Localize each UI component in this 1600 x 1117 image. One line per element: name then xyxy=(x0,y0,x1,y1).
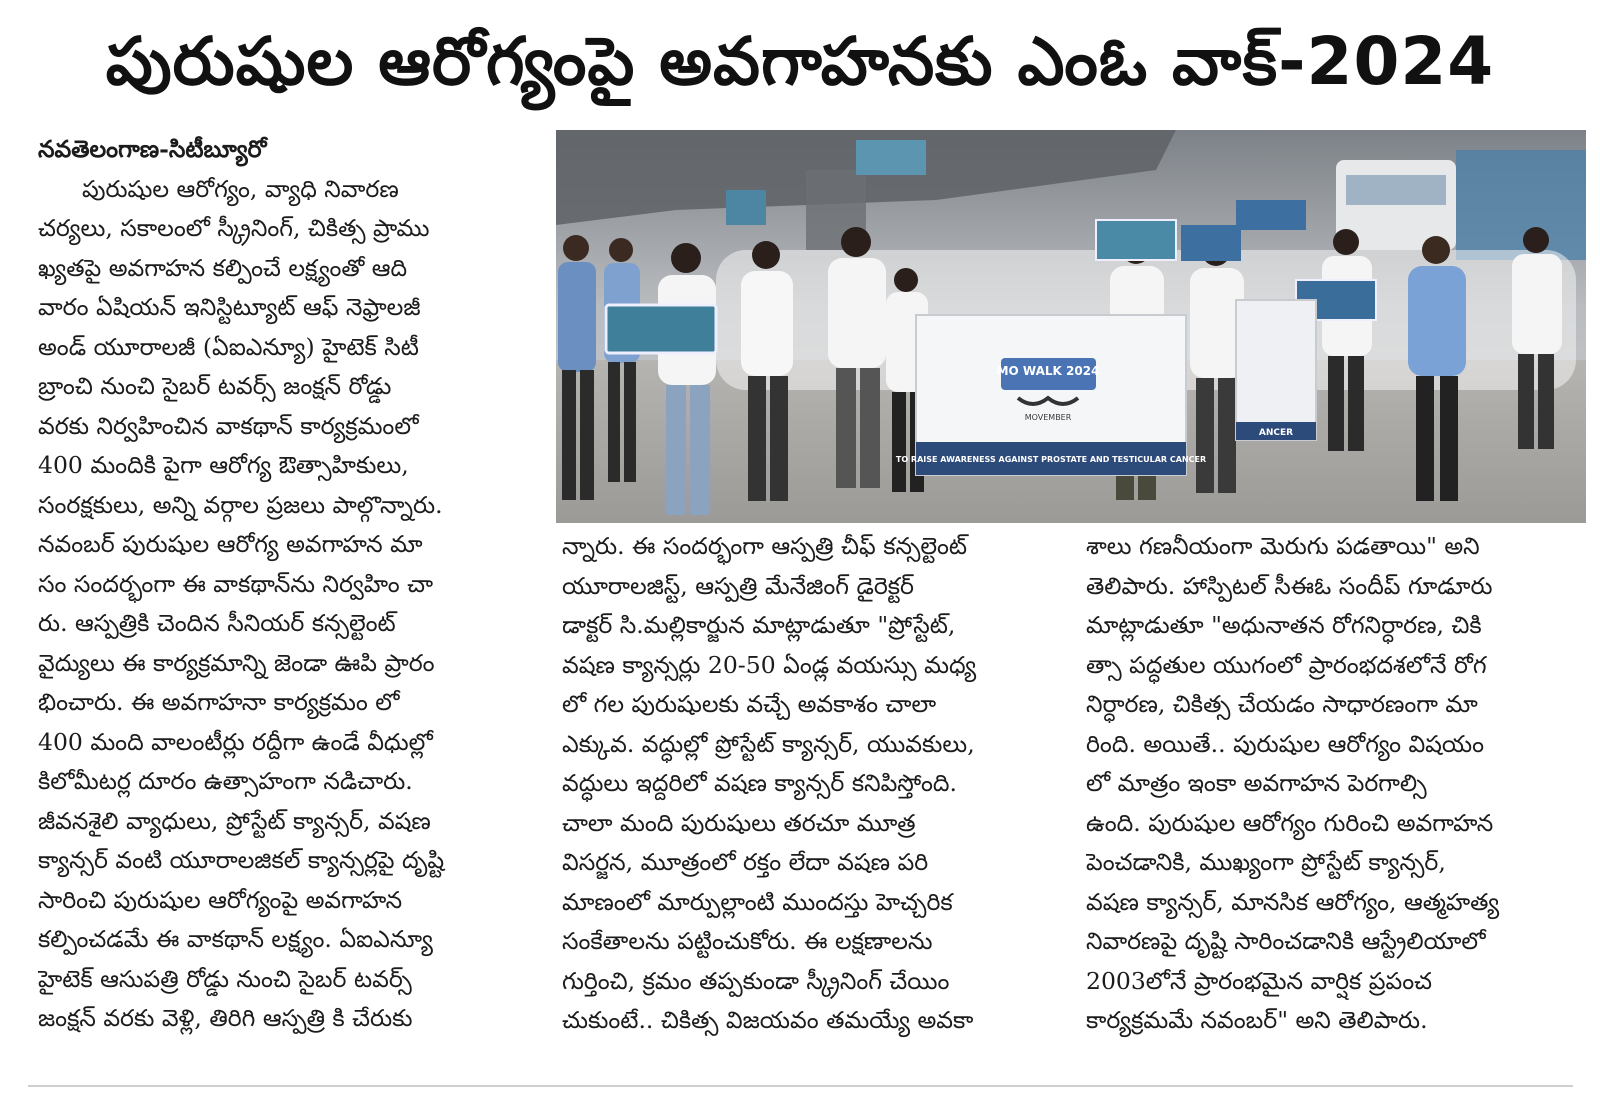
paragraph-line: హైటెక్ ఆసుపత్రి రోడ్డు నుంచి సైబర్ టవర్స్ xyxy=(38,964,412,993)
paragraph-line: పెంచడానికి, ముఖ్యంగా ప్రోస్టేట్ క్యాన్సర్, xyxy=(1086,848,1446,876)
paragraph-line: లో గల పురుషులకు వచ్చే అవకాశం చాలా xyxy=(562,690,937,718)
paragraph-line: చర్యలు, సకాలంలో స్క్రీనింగ్, చికిత్స ప్రాము xyxy=(38,214,430,242)
paragraph-line: సంకేతాలను పట్టించుకోరు. ఈ లక్షణాలను xyxy=(562,927,933,955)
article-column-3 xyxy=(1086,527,1574,1041)
paragraph-line: నివారణపై దృష్టి సారించడానికి ఆస్ట్రేలియాలో xyxy=(1086,927,1486,955)
paragraph-line: కల్పించడమే ఈ వాకథాన్ లక్ష్యం. ఏఐఎన్యూ xyxy=(38,925,433,953)
paragraph-line: మాణంలో మార్పుల్లాంటి ముందస్తు హెచ్చరిక xyxy=(562,887,953,916)
banner-tagline: TO RAISE AWARENESS AGAINST PROSTATE AND TESTICULAR CANCER xyxy=(895,455,1207,464)
bottom-divider xyxy=(28,1085,1573,1087)
paragraph-line: త్సా పద్ధతుల యుగంలో ప్రారంభదశలోనే రోగ xyxy=(1086,650,1487,679)
paragraph-line: క్యాన్సర్ వంటి యూరాలజికల్ క్యాన్సర్లపై దృష్టి xyxy=(38,846,445,874)
paragraph-line: భించారు. ఈ అవగాహనా కార్యక్రమం లో xyxy=(38,688,400,716)
banner-title: MO WALK 2024 xyxy=(996,364,1100,378)
byline: నవతెలంగాణ-సిటీబ్యూరో xyxy=(38,135,267,163)
paragraph-line: రింది. అయితే.. పురుషుల ఆరోగ్యం విషయం xyxy=(1086,729,1485,758)
article-column-2 xyxy=(562,527,1050,1041)
paragraph-line: శాలు గణనీయంగా మెరుగు పడతాయి" అని xyxy=(1086,532,1480,560)
paragraph-line: ఉంది. పురుషుల ఆరోగ్యం గురించి అవగాహన xyxy=(1086,808,1494,837)
paragraph-line: జంక్షన్ వరకు వెళ్లి, తిరిగి ఆస్పత్రి కి చేరుకు xyxy=(38,1004,413,1032)
paragraph-line: రు. ఆస్పత్రికి చెందిన సీనియర్ కన్సల్టెంట్ xyxy=(38,609,396,637)
paragraph-line: 400 మంది వాలంటీర్లు రద్దీగా ఉండే వీధుల్లో xyxy=(38,727,433,756)
paragraph-line: సంరక్షకులు, అన్ని వర్గాల ప్రజలు పాల్గొన్నారు. xyxy=(38,490,443,519)
headline: పురుషుల ఆరోగ్యంపై అవగాహనకు ఎంఓ వాక్-2024 xyxy=(105,23,1495,100)
paragraph-line: ఖ్యతపై అవగాహన కల్పించే లక్ష్యంతో ఆది xyxy=(38,253,408,282)
paragraph-line: చాలా మంది పురుషులు తరచూ మూత్ర xyxy=(562,808,916,837)
paragraph-line: 400 మందికి పైగా ఆరోగ్య ఔత్సాహికులు, xyxy=(38,451,409,479)
paragraph-line: సం సందర్భంగా ఈ వాకథాన్‌ను నిర్వహిం చా xyxy=(38,569,434,598)
paragraph-line: 2003లోనే ప్రారంభమైన వార్షిక ప్రపంచ xyxy=(1086,966,1432,995)
paragraph-line: డాక్టర్ సి.మల్లికార్జున మాట్లాడుతూ "ప్రోస్టేట్, xyxy=(562,611,956,639)
paragraph-line: గుర్తించి, క్రమం తప్పకుండా స్క్రీనింగ్ చేయిం xyxy=(562,966,950,995)
paragraph-line: వారం ఏషియన్ ఇనిస్టిట్యూట్ ఆఫ్ నెఫ్రాలజీ xyxy=(38,293,421,321)
paragraph-line: వైద్యులు ఈ కార్యక్రమాన్ని జెండా ఊపి ప్రారం xyxy=(38,648,435,677)
paragraph-line: కిలోమీటర్ల దూరం ఉత్సాహంగా నడిచారు. xyxy=(38,767,413,795)
paragraph-line: కార్యక్రమమే నవంబర్" అని తెలిపారు. xyxy=(1086,1006,1428,1034)
walkathon-photo-illustration xyxy=(556,130,1586,523)
paragraph-line: మాట్లాడుతూ "అధునాతన రోగనిర్ధారణ, చికి xyxy=(1086,611,1482,639)
article-column-1 xyxy=(38,130,526,1039)
event-photo xyxy=(556,130,1586,523)
paragraph-line: తెలిపారు. హాస్పిటల్ సీఈఓ సందీప్ గూడూరు xyxy=(1086,571,1493,600)
paragraph-line: చుకుంటే.. చికిత్స విజయవం తమయ్యే అవకా xyxy=(562,1006,974,1034)
paragraph-line: వషణ క్యాన్సర్లు 20-50 ఏండ్ల వయస్సు మధ్య xyxy=(562,650,977,679)
paragraph-line: సారించి పురుషుల ఆరోగ్యంపై అవగాహన xyxy=(38,885,403,914)
paragraph-line: పురుషుల ఆరోగ్యం, వ్యాధి నివారణ xyxy=(82,174,399,203)
paragraph-line: లో మాత్రం ఇంకా అవగాహన పెరగాల్సి xyxy=(1086,769,1427,797)
paragraph-line: వరకు నిర్వహించిన వాకథాన్ కార్యక్రమంలో xyxy=(38,411,419,440)
paragraph-line: బ్రాంచి నుంచి సైబర్ టవర్స్ జంక్షన్ రోడ్డు xyxy=(38,372,392,400)
paragraph-line: వషణ క్యాన్సర్, మానసిక ఆరోగ్యం, ఆత్మహత్య xyxy=(1086,887,1500,916)
paragraph-line: జీవనశైలి వ్యాధులు, ప్రోస్టేట్ క్యాన్సర్, వషణ xyxy=(38,806,431,835)
paragraph-line: వద్ధులు ఇద్దరిలో వషణ క్యాన్సర్ కనిపిస్తోంది. xyxy=(562,769,957,797)
banner-brand: MOVEMBER xyxy=(1024,413,1072,422)
side-banner-text: ANCER xyxy=(1258,428,1294,438)
paragraph-line: న్నారు. ఈ సందర్భంగా ఆస్పత్రి చీఫ్ కన్సల్టెంట్ xyxy=(562,532,968,560)
paragraph-line: నవంబర్ పురుషుల ఆరోగ్య అవగాహన మా xyxy=(38,530,423,558)
paragraph-line: యూరాలజిస్ట్, ఆస్పత్రి మేనేజింగ్ డైరెక్టర్ xyxy=(562,571,914,600)
paragraph-line: విసర్జన, మూత్రంలో రక్తం లేదా వషణ పరి xyxy=(562,848,929,876)
paragraph-line: అండ్ యూరాలజీ (ఏఐఎన్యూ) హైటెక్ సిటీ xyxy=(38,332,419,361)
paragraph-line: ఎక్కువ. వద్ధుల్లో ప్రోస్టేట్ క్యాన్సర్, యువకులు, xyxy=(562,729,975,758)
paragraph-line: నిర్ధారణ, చికిత్స చేయడం సాధారణంగా మా xyxy=(1086,690,1478,718)
